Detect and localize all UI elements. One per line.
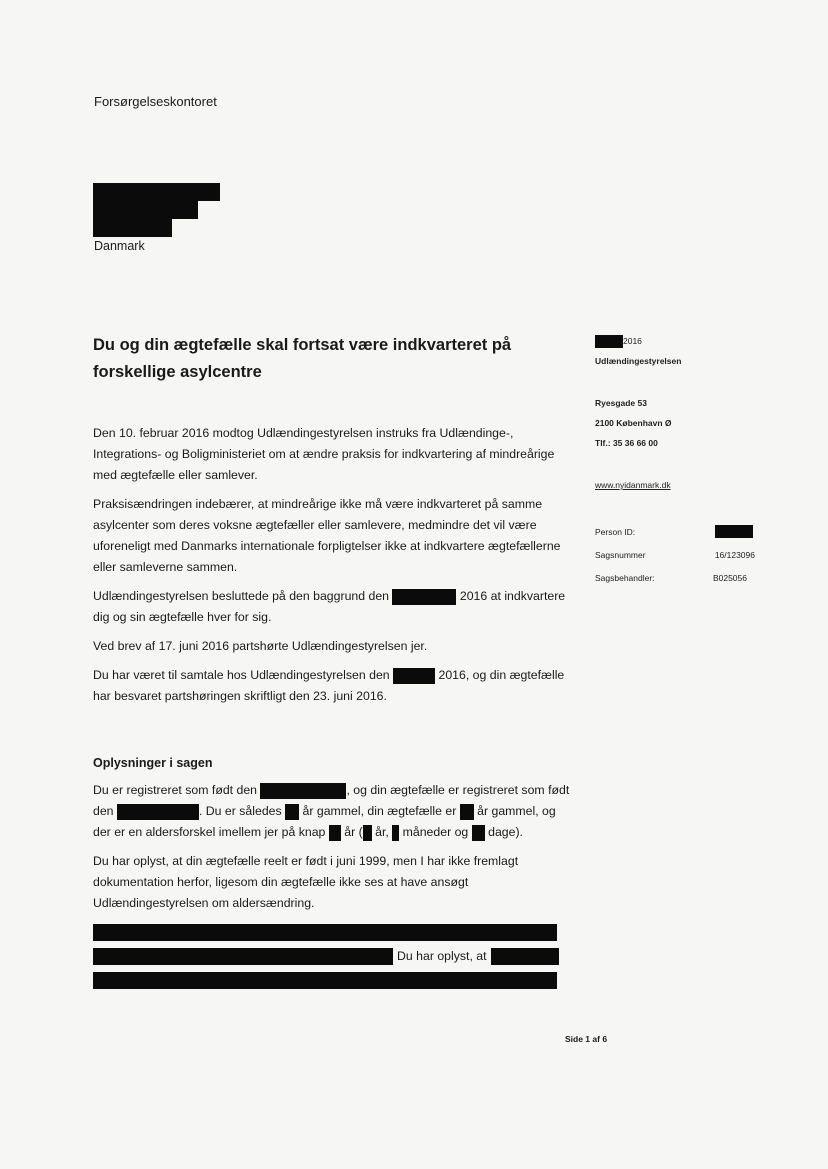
redacted-days <box>472 825 485 841</box>
paragraph: Du har oplyst, at din ægtefælle reelt er født i juni 1999, men I har ikke fremlagt dokumentation herfor, ligesom din ægtefælle ikke ses at have ansøgt Udlændingestyrelsen om aldersændring. <box>93 854 519 910</box>
agency-name: Udlændingestyrelsen <box>595 356 682 366</box>
redacted-birthdate <box>260 783 346 799</box>
paragraph: Praksisændringen indebærer, at mindreårige ikke må være indkvarteret på samme asylcenter som deres voksne ægtefæller eller samlevere, medmindre det vil være uforeneligt med Danmarks internationale forpligtelser ikke at indkvartere ægtefællerne eller samleverne sammen. <box>93 497 561 574</box>
redacted-date <box>595 335 623 348</box>
case-number-label: Sagsnummer <box>595 549 646 560</box>
letter-body <box>93 423 575 989</box>
redacted-paragraph: Du har oplyst, at <box>93 924 575 989</box>
redacted-age <box>285 804 299 820</box>
paragraph: Du er registreret som født den , og din ægtefælle er registreret som født den . Du er således år gammel, din ægtefælle er år gammel, og der er en aldersforskel imellem jer på knap år ( år, måneder og dage). <box>93 783 570 839</box>
caseworker-row <box>595 566 755 589</box>
agency-phone: Tlf.: 35 36 66 00 <box>595 438 658 448</box>
redacted-years <box>363 825 372 841</box>
letter-date-year: 2016 <box>623 336 642 346</box>
letter-title: Du og din ægtefælle skal fortsat være indkvarteret på forskellige asylcentre <box>93 336 512 381</box>
redacted-birthdate <box>117 804 199 820</box>
agency-street: Ryesgade 53 <box>595 398 647 408</box>
section-heading: Oplysninger i sagen <box>93 756 213 770</box>
redacted-months <box>392 825 399 841</box>
agency-city: 2100 København Ø <box>595 418 672 428</box>
recipient-country: Danmark <box>94 239 145 253</box>
redacted-years <box>329 825 341 841</box>
paragraph: Du har været til samtale hos Udlændingestyrelsen den 2016, og din ægtefælle har besvaret partshøringen skriftligt den 23. juni 2016. <box>93 668 565 703</box>
paragraph: Den 10. februar 2016 modtog Udlændingestyrelsen instruks fra Udlændinge-, Integrations- og Boligministeriet om at ændre praksis for indkvartering af mindreårige med ægtefælle eller samlever. <box>93 426 555 482</box>
redacted-age <box>460 804 474 820</box>
redacted-person-id <box>715 525 753 538</box>
redacted-date <box>393 668 435 684</box>
agency-website-link[interactable]: www.nyidanmark.dk <box>595 480 671 490</box>
caseworker-id: B025056 <box>712 572 747 583</box>
caseworker-label: Sagsbehandler: <box>595 572 655 583</box>
case-number: 16/123096 <box>714 549 755 560</box>
page-number: Side 1 af 6 <box>565 1034 608 1044</box>
person-id-row <box>595 520 755 543</box>
redacted-date <box>392 589 456 605</box>
paragraph: Udlændingestyrelsen besluttede på den baggrund den 2016 at indkvartere dig og sin ægtefælle hver for sig. <box>93 589 566 624</box>
paragraph: Ved brev af 17. juni 2016 partshørte Udlændingestyrelsen jer. <box>93 639 428 653</box>
case-number-row <box>595 543 755 566</box>
redacted-address <box>93 183 220 237</box>
sidebar-info <box>595 334 755 589</box>
sender-office: Forsørgelseskontoret <box>94 94 217 109</box>
person-id-label: Person ID: <box>595 526 636 537</box>
